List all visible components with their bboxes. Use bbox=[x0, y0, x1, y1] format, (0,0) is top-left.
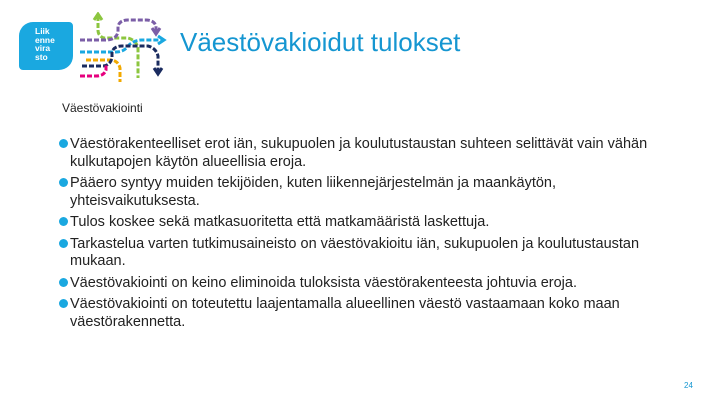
bullet-text: Tulos koskee sekä matkasuoritetta että matkamääristä laskettuja. bbox=[70, 214, 490, 230]
logo-line-4: sto bbox=[35, 51, 48, 62]
arrow-orange bbox=[86, 60, 120, 82]
bullet-item bbox=[60, 296, 680, 331]
bullet-item bbox=[60, 236, 680, 271]
logo-line-1: Liik bbox=[35, 26, 50, 36]
bullet-dot-icon bbox=[59, 278, 68, 287]
bullet-item bbox=[60, 175, 680, 210]
bullet-text: Väestörakenteelliset erot iän, sukupuolen ja koulutustaustan suhteen selittävät vain vähän kulkutapojen käytön alueellisia eroja. bbox=[70, 136, 648, 170]
bullet-dot-icon bbox=[59, 178, 68, 187]
bullet-text: Tarkastelua varten tutkimusaineisto on väestövakioitu iän, sukupuolen ja koulutustaustan mukaan. bbox=[70, 235, 640, 269]
bullet-item bbox=[60, 214, 680, 232]
bullet-dot-icon bbox=[59, 139, 68, 148]
bullet-item bbox=[60, 275, 680, 293]
slide-title: Väestövakioidut tulokset bbox=[180, 27, 461, 57]
bullet-text: Väestövakiointi on keino eliminoida tuloksista väestörakenteesta johtuvia eroja. bbox=[70, 274, 577, 291]
bullet-item bbox=[60, 136, 680, 171]
logo-line-3: vira bbox=[35, 43, 51, 53]
arrow-lines-graphic bbox=[76, 12, 172, 84]
bullet-text: Pääero syntyy muiden tekijöiden, kuten liikennejärjestelmän ja maankäytön, yhteisvaikutuksesta. bbox=[70, 175, 557, 209]
page-number: 24 bbox=[684, 381, 693, 390]
bullet-dot-icon bbox=[59, 239, 68, 248]
slide-subtitle: Väestövakiointi bbox=[62, 101, 143, 115]
liikennevirasto-logo bbox=[19, 22, 73, 70]
logo-line-2: enne bbox=[35, 34, 55, 45]
bullet-dot-icon bbox=[59, 217, 68, 226]
arrow-green bbox=[98, 16, 138, 78]
bullet-list bbox=[60, 136, 680, 335]
bullet-text: Väestövakiointi on toteutettu laajentamalla alueellinen väestö vastaamaan koko maan väestörakennetta. bbox=[70, 296, 620, 330]
bullet-dot-icon bbox=[59, 299, 68, 308]
